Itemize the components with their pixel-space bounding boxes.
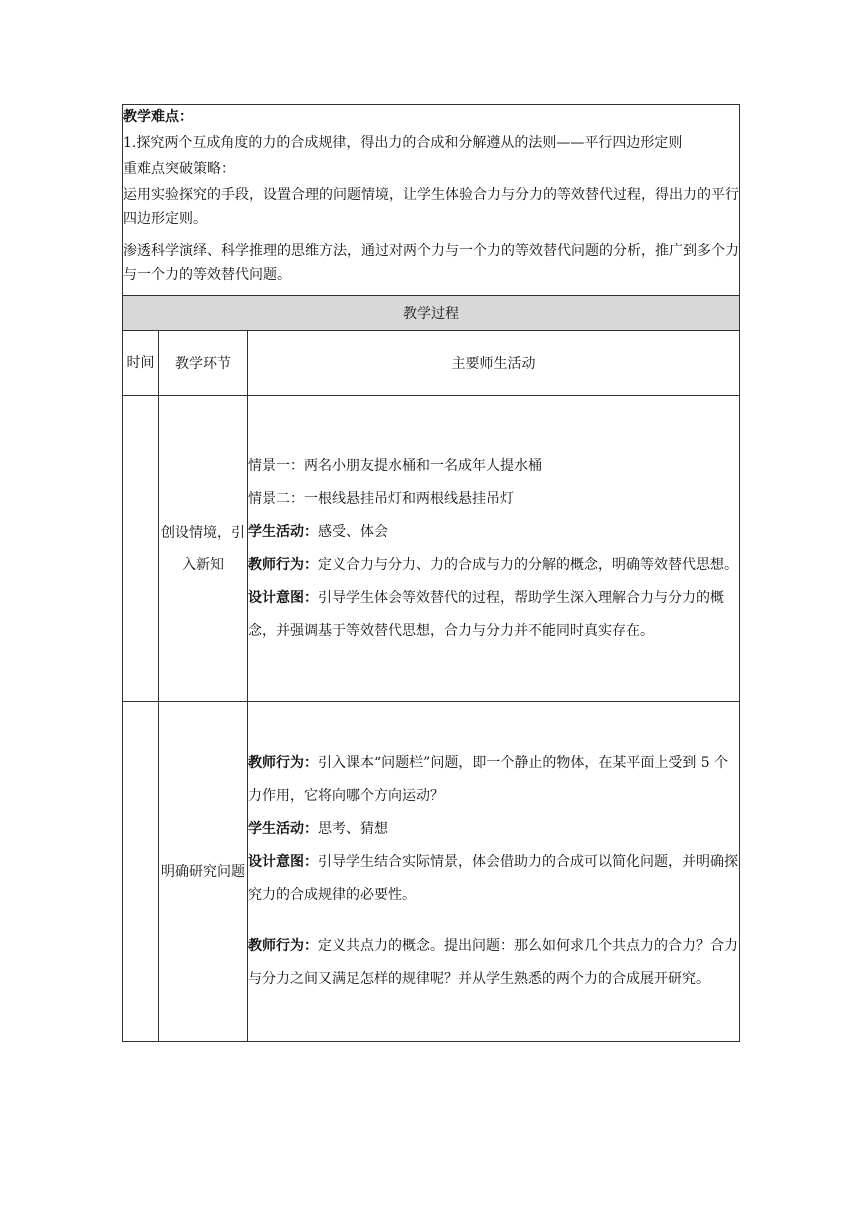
teacher-action-2a <box>248 747 739 813</box>
col-header-time: 时间 <box>123 331 159 396</box>
col-header-stage: 教学环节 <box>159 331 248 396</box>
teacher-text-2b: 定义共点力的概念。提出问题：那么如何求几个共点力的合力？合力与分力之间又满足怎样的规律呢？并从学生熟悉的两个力的合成展开研究。 <box>248 938 738 987</box>
difficulty-cell <box>123 105 740 296</box>
lesson-plan-table <box>122 104 740 1042</box>
scene-1: 情景一：两名小朋友提水桶和一名成年人提水桶 <box>248 457 542 474</box>
design-text-2: 引导学生结合实际情景，体会借助力的合成可以简化问题，并明确探究力的合成规律的必要性。 <box>248 854 738 903</box>
strategy-text-2: 渗透科学演绎、科学推理的思维方法，通过对两个力与一个力的等效替代问题的分析，推广到多个力与一个力的等效替代问题。 <box>123 243 739 283</box>
strategy-text-1: 运用实验探究的手段，设置合理的问题情境，让学生体验合力与分力的等效替代过程，得出力的平行四边形定则。 <box>123 187 739 227</box>
scene-2: 情景二：一根线悬挂吊灯和两根线悬挂吊灯 <box>248 490 514 507</box>
process-title: 教学过程 <box>123 296 740 331</box>
student-label-2: 学生活动： <box>248 821 318 837</box>
student-activity-2 <box>248 813 739 846</box>
teacher-label-2a: 教师行为： <box>248 755 318 771</box>
difficulty-heading: 教学难点： <box>123 109 193 125</box>
design-label-2: 设计意图： <box>248 854 318 870</box>
teacher-label-2b: 教师行为： <box>248 938 318 954</box>
student-text-1: 感受、体会 <box>318 523 388 540</box>
design-intent-1 <box>248 582 739 648</box>
teacher-action-2b <box>248 930 739 996</box>
design-text-1: 引导学生体会等效替代的过程，帮助学生深入理解合力与分力的概念，并强调基于等效替代思想，合力与分力并不能同时真实存在。 <box>248 589 724 639</box>
teacher-action-1 <box>248 549 739 582</box>
design-label-1: 设计意图： <box>248 589 318 606</box>
process-band-row <box>123 296 740 331</box>
time-cell-1 <box>123 396 159 702</box>
activity-cell-2 <box>248 702 740 1042</box>
stage-label-1: 创设情境，引入新知 <box>159 396 248 702</box>
stage-row-2 <box>123 702 740 1042</box>
teacher-text-2a: 引入课本“问题栏”问题，即一个静止的物体，在某平面上受到 5 个力作用，它将向哪个方向运动？ <box>248 755 729 804</box>
col-header-activity: 主要师生活动 <box>248 331 740 396</box>
student-activity-1 <box>248 516 739 549</box>
stage-label-2: 明确研究问题 <box>159 702 248 1042</box>
teacher-label-1: 教师行为： <box>248 556 318 573</box>
activity-cell-1 <box>248 396 740 702</box>
time-cell-2 <box>123 702 159 1042</box>
teacher-text-1: 定义合力与分力、力的合成与力的分解的概念，明确等效替代思想。 <box>318 556 738 573</box>
student-label-1: 学生活动： <box>248 523 318 540</box>
stage-row-1 <box>123 396 740 702</box>
header-row <box>123 331 740 396</box>
paragraph-gap <box>248 912 739 930</box>
student-text-2: 思考、猜想 <box>318 821 388 837</box>
difficulty-point-1: 1.探究两个互成角度的力的合成规律，得出力的合成和分解遵从的法则——平行四边形定则 <box>123 135 683 151</box>
difficulty-row <box>123 105 740 296</box>
strategy-heading: 重难点突破策略： <box>123 161 235 177</box>
design-intent-2 <box>248 846 739 912</box>
